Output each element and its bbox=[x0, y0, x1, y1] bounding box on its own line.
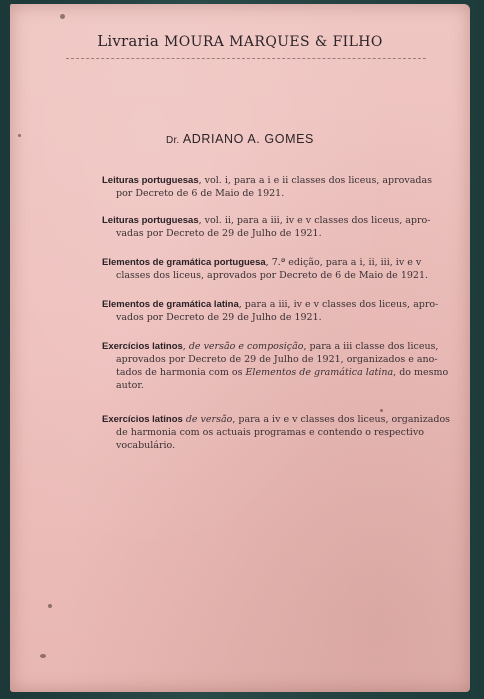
entry-line bbox=[102, 256, 426, 269]
entry-text: , 7.ª edição, para a i, ii, iii, iv e v bbox=[265, 257, 422, 268]
entry-text: autor. bbox=[116, 380, 144, 391]
author-title: Dr. bbox=[166, 135, 180, 146]
author-name: ADRIANO A. GOMES bbox=[182, 132, 314, 146]
entry-text: , do mesmo bbox=[393, 367, 449, 378]
entry-line bbox=[102, 227, 426, 240]
entry-line bbox=[102, 311, 426, 324]
italic-text: de versão e composição bbox=[188, 341, 304, 352]
italic-text: de versão bbox=[185, 414, 233, 425]
stain-spot bbox=[18, 134, 21, 137]
book-back-cover bbox=[10, 4, 470, 692]
entry-line bbox=[102, 298, 439, 311]
stain-spot bbox=[40, 654, 46, 658]
entry-line bbox=[102, 269, 429, 282]
entry-line bbox=[102, 366, 449, 379]
stain-spot bbox=[48, 604, 52, 608]
book-entry bbox=[102, 340, 449, 392]
book-title: Leituras portuguesas bbox=[102, 215, 199, 226]
book-title: Exercícios latinos bbox=[102, 414, 183, 425]
entry-line bbox=[102, 187, 426, 200]
entry-line bbox=[102, 439, 426, 452]
entry-text: vocabulário. bbox=[116, 440, 176, 451]
italic-text: Elementos de gramática latina bbox=[245, 367, 394, 378]
book-title: Exercícios latinos bbox=[102, 341, 183, 352]
stain-spot bbox=[60, 14, 65, 19]
entry-line bbox=[102, 379, 426, 392]
entry-line bbox=[102, 426, 426, 439]
entry-line bbox=[102, 214, 431, 227]
entry-text: classes dos liceus, aprovados por Decreto de 6 de Maio de 1921. bbox=[116, 270, 429, 281]
entry-text: , para a iii, iv e v classes dos liceus, apro- bbox=[238, 299, 439, 310]
entry-text: , para a iii classe dos liceus, bbox=[303, 341, 439, 352]
entry-line bbox=[102, 340, 439, 353]
header-divider bbox=[66, 58, 426, 59]
book-entry bbox=[102, 214, 431, 240]
entry-line bbox=[102, 353, 438, 366]
entry-line bbox=[102, 174, 433, 187]
book-title: Elementos de gramática latina bbox=[102, 299, 239, 310]
book-entry bbox=[102, 413, 451, 452]
entry-text: , vol. ii, para a iii, iv e v classes dos liceus, apro- bbox=[198, 215, 431, 226]
book-entry bbox=[102, 174, 433, 200]
publisher-prefix: Livraria bbox=[97, 32, 160, 50]
book-title: Leituras portuguesas bbox=[102, 175, 199, 186]
book-entry bbox=[102, 256, 429, 282]
stain-spot bbox=[380, 409, 383, 412]
book-entry bbox=[102, 298, 439, 324]
entry-text: tados de harmonia com os bbox=[116, 367, 246, 378]
entry-text: , para a iv e v classes dos liceus, organizados bbox=[232, 414, 451, 425]
entry-text: vadas por Decreto de 29 de Julho de 1921. bbox=[116, 228, 322, 239]
author-heading bbox=[10, 132, 470, 146]
entry-text: aprovados por Decreto de 29 de Julho de 1921, organizados e ano- bbox=[116, 354, 438, 365]
entry-text: por Decreto de 6 de Maio de 1921. bbox=[116, 188, 285, 199]
entry-text: , bbox=[182, 341, 189, 352]
book-title: Elementos de gramática portuguesa bbox=[102, 257, 266, 268]
entry-text: de harmonia com os actuais programas e contendo o respectivo bbox=[116, 427, 424, 438]
publisher-header bbox=[10, 32, 470, 50]
publisher-name: MOURA MARQUES & FILHO bbox=[164, 34, 383, 50]
entry-text: , vol. i, para a i e ii classes dos liceus, aprovadas bbox=[198, 175, 433, 186]
entry-line bbox=[102, 413, 451, 426]
entry-text: vados por Decreto de 29 de Julho de 1921. bbox=[116, 312, 322, 323]
